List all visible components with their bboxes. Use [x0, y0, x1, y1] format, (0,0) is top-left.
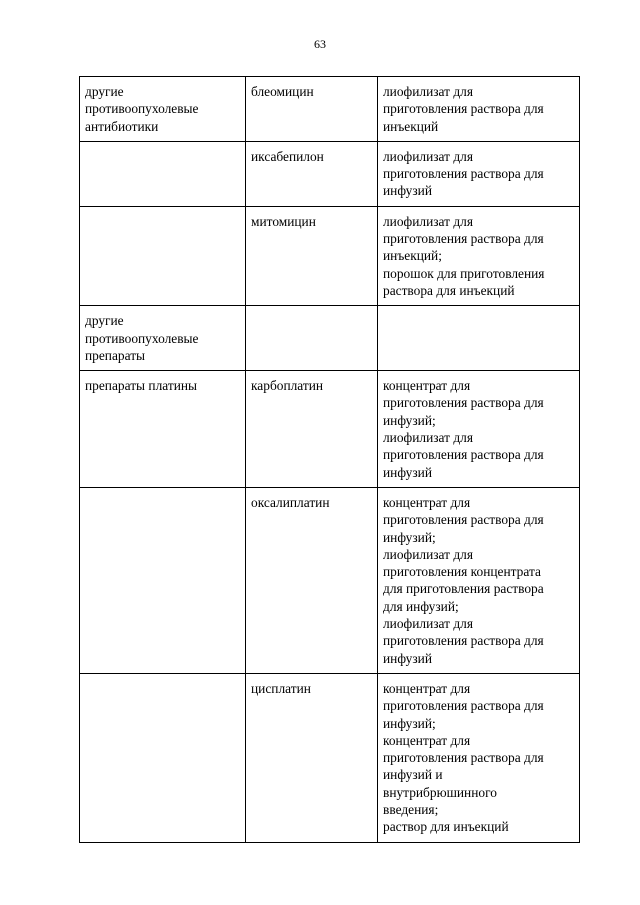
table-cell-drug	[246, 306, 378, 371]
table-row	[80, 673, 580, 842]
drug-table	[79, 76, 580, 843]
table-cell-form	[378, 306, 580, 371]
table-cell-form: концентрат для приготовления раствора для инфузий; концентрат для приготовления раствора для инфузий и внутрибрюшинного введения; раствор для инъекций	[378, 673, 580, 842]
table-cell-group	[80, 673, 246, 842]
table-row	[80, 77, 580, 142]
table-cell-form: лиофилизат для приготовления раствора для инъекций; порошок для приготовления раствора для инъекций	[378, 206, 580, 305]
table-cell-form: концентрат для приготовления раствора для инфузий; лиофилизат для приготовления раствора для инфузий	[378, 371, 580, 488]
table-cell-form: концентрат для приготовления раствора для инфузий; лиофилизат для приготовления концентрата для приготовления раствора для инфузий; лиофилизат для приготовления раствора для инфузий	[378, 487, 580, 673]
table-cell-form: лиофилизат для приготовления раствора для инъекций	[378, 77, 580, 142]
table-row	[80, 371, 580, 488]
table-row	[80, 306, 580, 371]
page-number: 63	[314, 37, 326, 51]
table-cell-group	[80, 487, 246, 673]
table-cell-drug: оксалиплатин	[246, 487, 378, 673]
table-row	[80, 141, 580, 206]
table-cell-group: другие противоопухолевые препараты	[80, 306, 246, 371]
table-cell-drug: цисплатин	[246, 673, 378, 842]
table-cell-drug: карбоплатин	[246, 371, 378, 488]
table-cell-group: препараты платины	[80, 371, 246, 488]
table-cell-group	[80, 141, 246, 206]
table-cell-drug: блеомицин	[246, 77, 378, 142]
table-cell-group: другие противоопухолевые антибиотики	[80, 77, 246, 142]
table-row	[80, 487, 580, 673]
table-cell-drug: митомицин	[246, 206, 378, 305]
table-cell-drug: иксабепилон	[246, 141, 378, 206]
table-cell-form: лиофилизат для приготовления раствора для инфузий	[378, 141, 580, 206]
table-cell-group	[80, 206, 246, 305]
table-row	[80, 206, 580, 305]
